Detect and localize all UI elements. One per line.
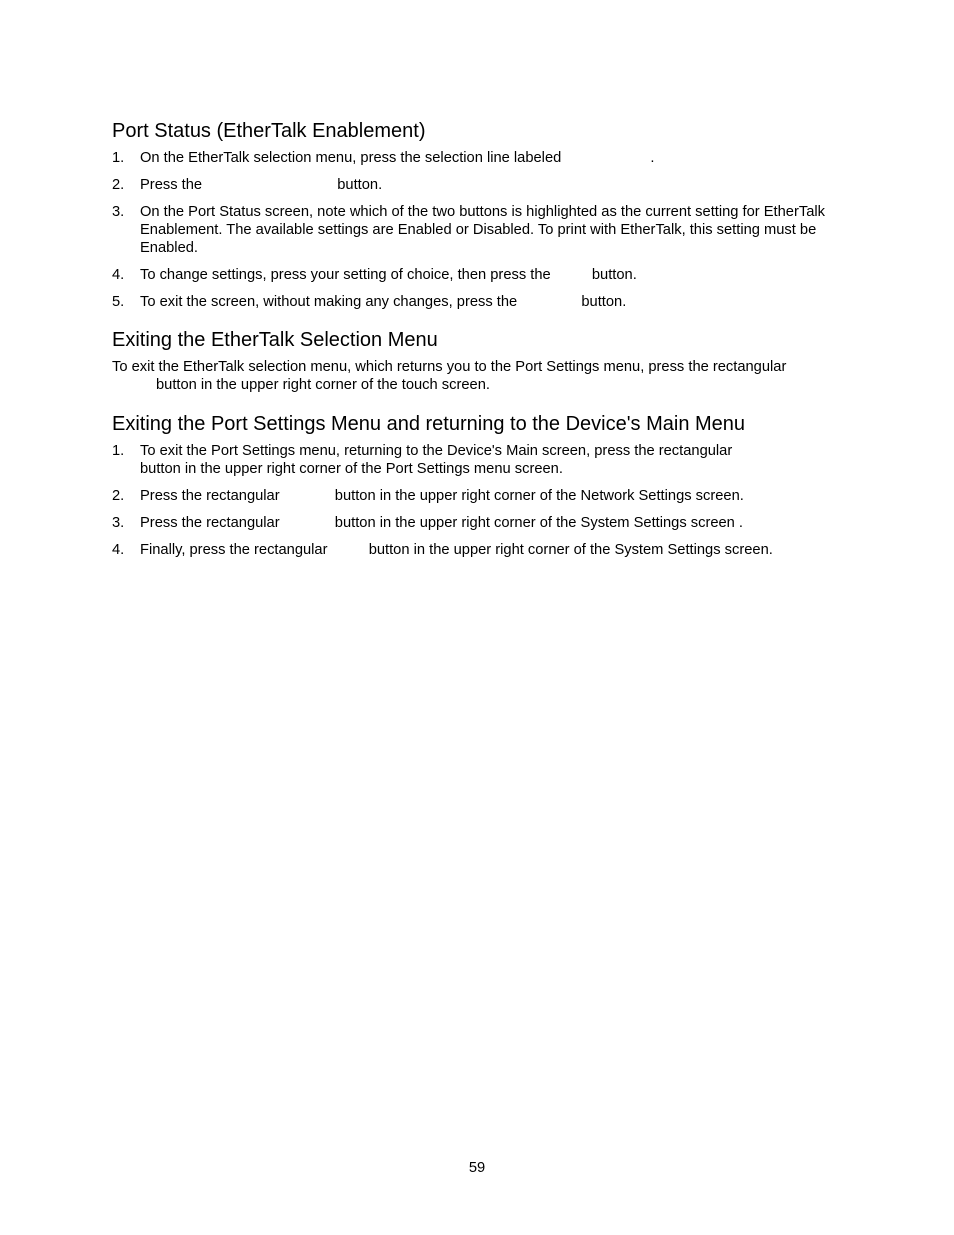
paragraph-line: To exit the EtherTalk selection menu, which returns you to the Port Settings menu, press the rectangular: [112, 359, 787, 375]
step-text: On the Port Status screen, note which of the two buttons is highlighted as the current setting for EtherTalk Enablement. The available settings are Enabled or Disabled. To print with EtherTalk, this setting must be Enabled.: [140, 204, 825, 256]
list-item: [112, 514, 842, 532]
step-text: To change settings, press your setting of choice, then press the: [140, 267, 551, 283]
step-text: To exit the screen, without making any changes, press the: [140, 294, 518, 310]
step-text: Press the rectangular: [140, 515, 280, 531]
step-number: 1.: [112, 443, 125, 459]
list-item: [112, 176, 842, 194]
list-item: [112, 266, 842, 284]
heading-exiting-port-settings: Exiting the Port Settings Menu and returning to the Device's Main Menu: [112, 413, 746, 435]
step-text: On the EtherTalk selection menu, press the selection line labeled: [140, 150, 562, 166]
step-number: 4.: [112, 267, 125, 283]
list-item: [112, 149, 842, 167]
page-number: 59: [468, 1160, 486, 1176]
step-text-end: button in the upper right corner of the System Settings screen .: [334, 515, 744, 531]
exit-ethertalk-paragraph: [112, 358, 842, 394]
step-number: 3.: [112, 515, 125, 531]
step-text-end: .: [650, 150, 655, 166]
exit-port-settings-steps: [112, 442, 842, 559]
heading-port-status: Port Status (EtherTalk Enablement): [112, 120, 426, 142]
heading-exiting-ethertalk: Exiting the EtherTalk Selection Menu: [112, 329, 438, 351]
step-text-end: button.: [591, 267, 637, 283]
step-text: Finally, press the rectangular: [140, 542, 328, 558]
list-item: [112, 203, 842, 257]
step-text-line2: button in the upper right corner of the Port Settings menu screen.: [140, 461, 563, 477]
step-text: Press the rectangular: [140, 488, 280, 504]
list-item: [112, 293, 842, 311]
step-text-end: button.: [337, 177, 383, 193]
step-text-end: button in the upper right corner of the System Settings screen.: [368, 542, 773, 558]
list-item: [112, 442, 842, 478]
step-text-end: button in the upper right corner of the Network Settings screen.: [334, 488, 744, 504]
list-item: [112, 541, 842, 559]
step-number: 1.: [112, 150, 125, 166]
step-text: To exit the Port Settings menu, returning to the Device's Main screen, press the rectangular: [140, 443, 733, 459]
document-body: [112, 119, 842, 568]
step-text-end: button.: [581, 294, 627, 310]
step-number: 4.: [112, 542, 125, 558]
step-number: 2.: [112, 488, 125, 504]
step-number: 5.: [112, 294, 125, 310]
port-status-steps: [112, 149, 842, 311]
step-number: 2.: [112, 177, 125, 193]
step-number: 3.: [112, 204, 125, 220]
step-text: Press the: [140, 177, 203, 193]
list-item: [112, 487, 842, 505]
paragraph-line: button in the upper right corner of the touch screen.: [156, 377, 490, 393]
